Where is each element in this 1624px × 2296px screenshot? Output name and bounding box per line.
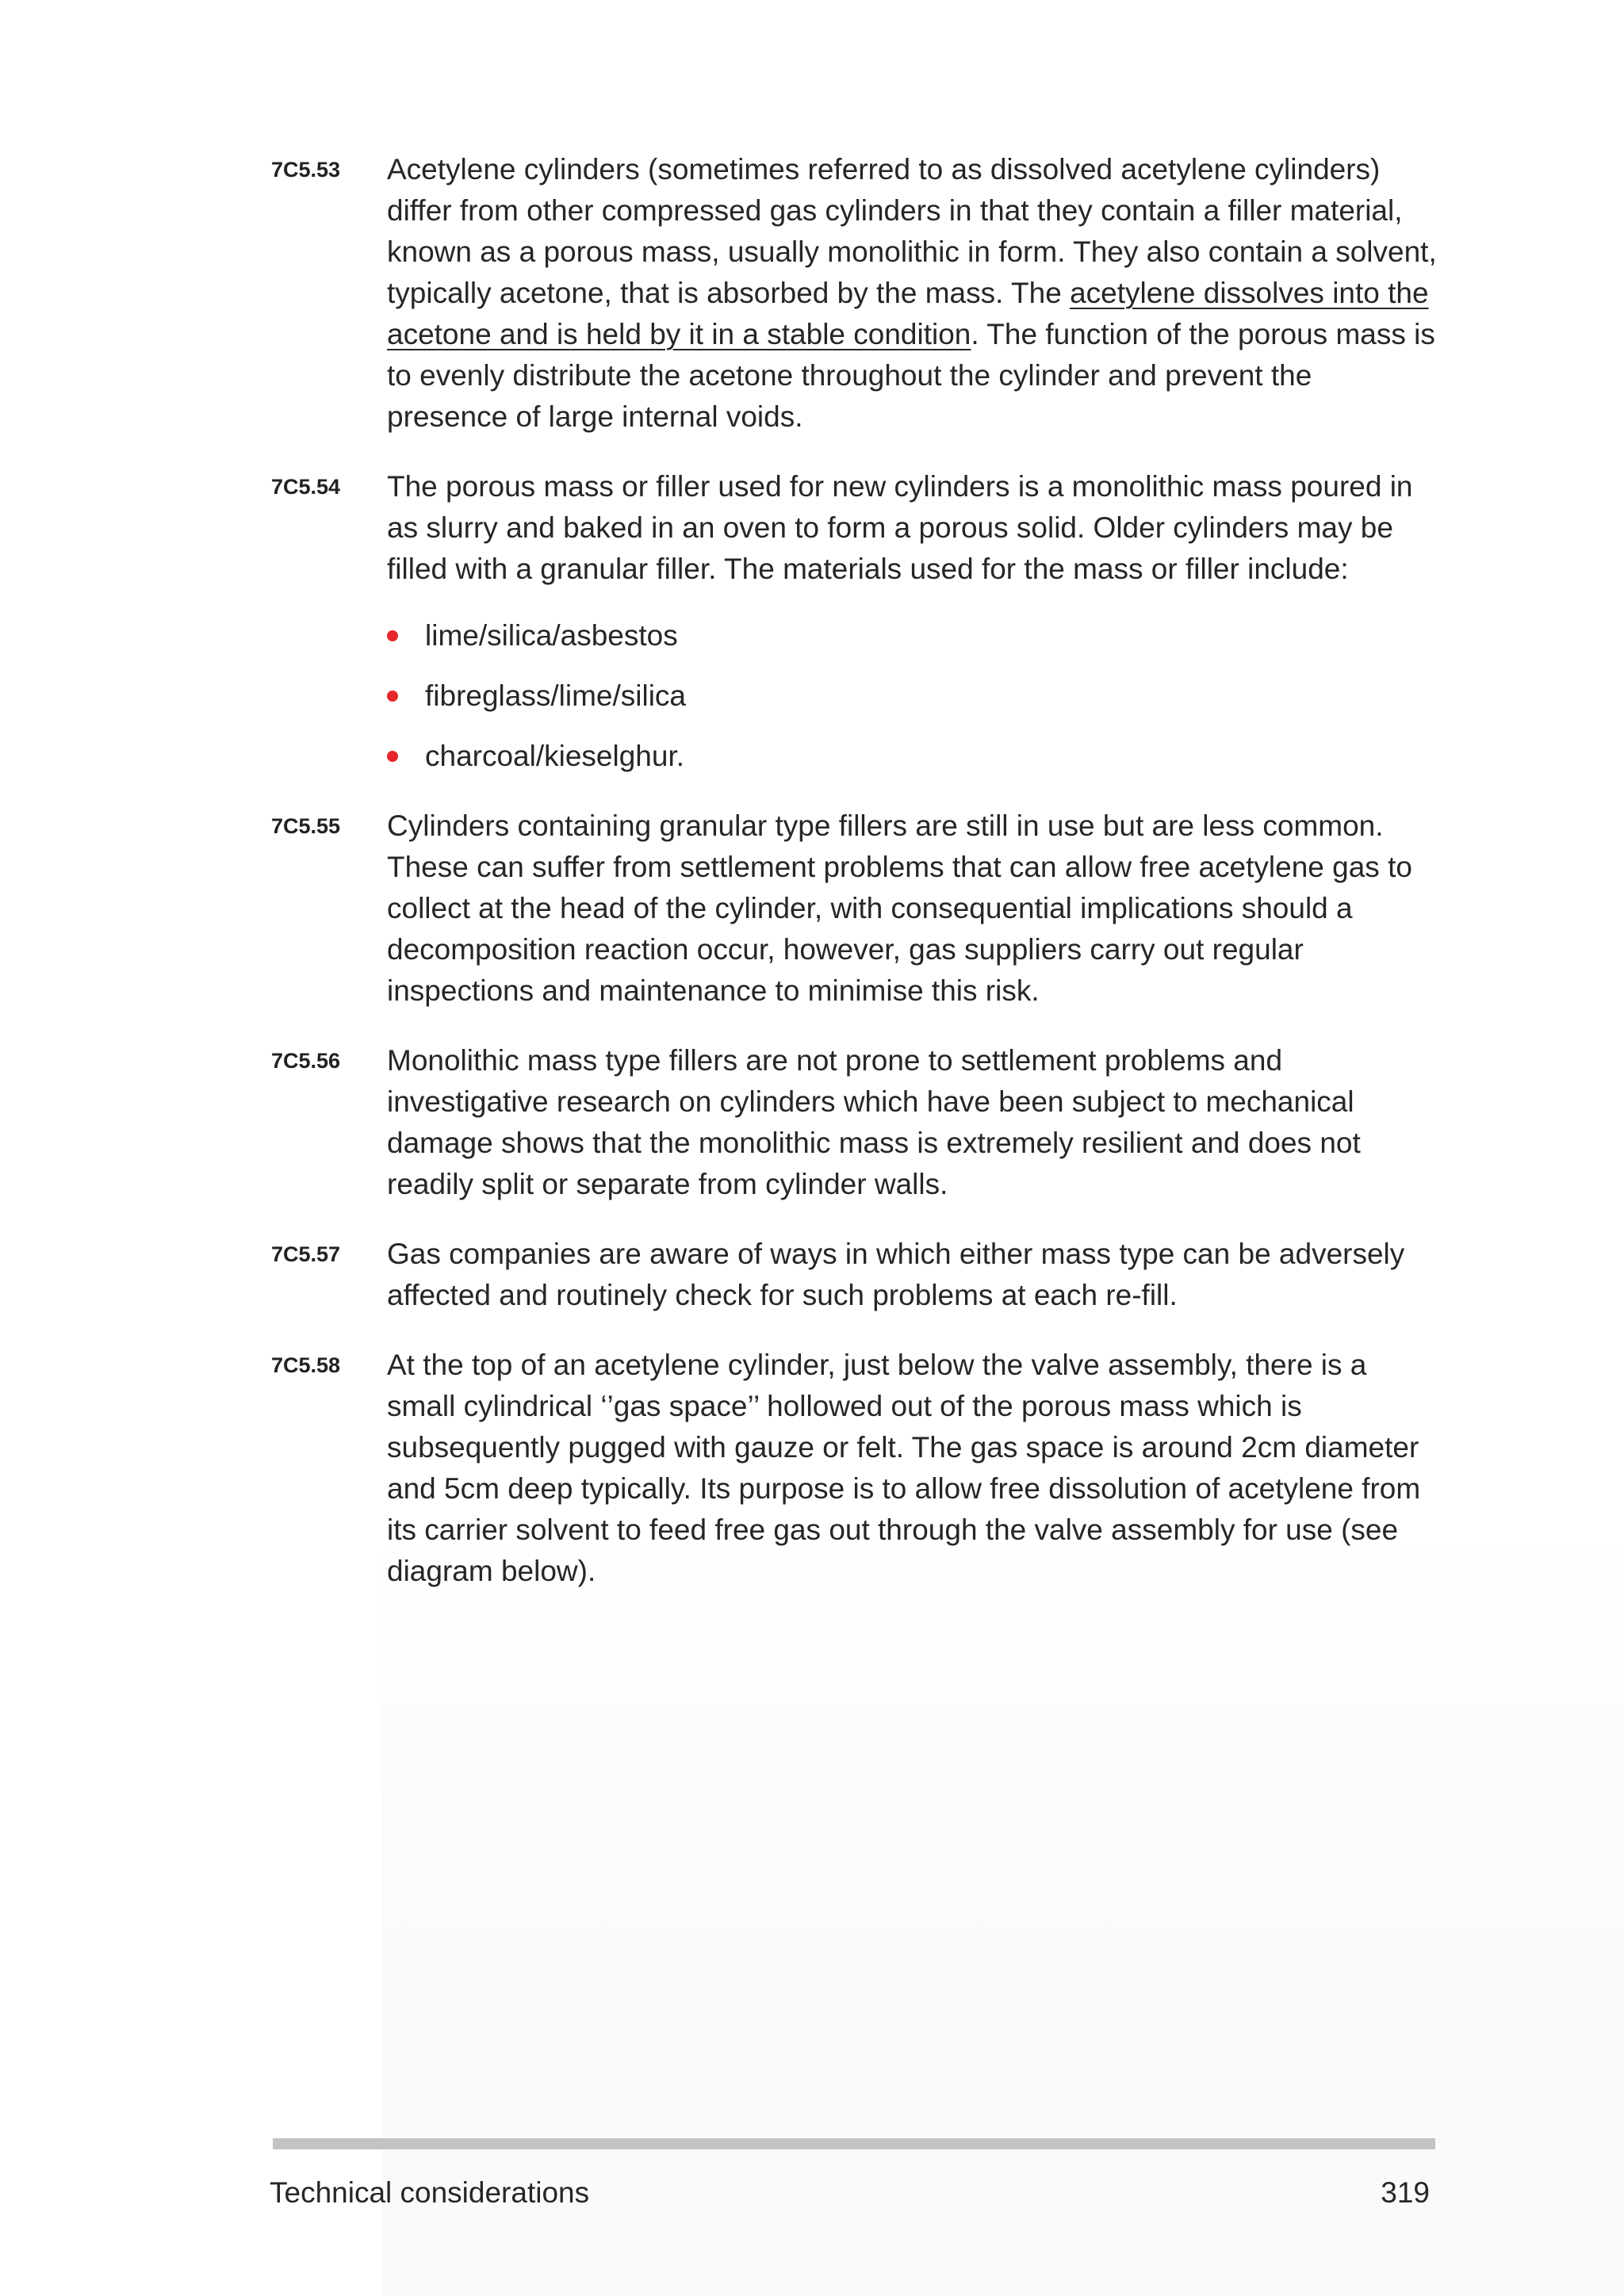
paragraph-text: At the top of an acetylene cylinder, just below the valve assembly, there is a small cylindrical ‘’gas space’’ hollowed out of the porous mass which is subsequently pugged with gauze or felt. The gas space is around 2cm diameter and 5cm deep typically. Its purpose is to allow free dissolution of acetylene from its carrier solvent to feed free gas out through the valve assembly for use (see diagram below). [387, 1349, 1421, 1587]
bullet-text: lime/silica/asbestos [425, 619, 678, 652]
paragraph-text: The porous mass or filler used for new cylinders is a monolithic mass poured in as slurry and baked in an oven to form a porous solid. Older cylinders may be filled with a granular filler. The materials used for the mass or filler include: [387, 470, 1413, 585]
materials-bullet-list [387, 615, 1437, 777]
underlined-phrase: acetylene dissolves into the acetone and is held by it in a stable condition [387, 277, 1429, 350]
paragraph-text: Cylinders containing granular type fillers are still in use but are less common. These can suffer from settlement problems that can allow free acetylene gas to collect at the head of the cylinder, with consequential implications should a decomposition reaction occur, however, gas suppliers carry out regular inspections and maintenance to minimise this risk. [387, 809, 1412, 1007]
paragraph-text: Gas companies are aware of ways in which either mass type can be adversely affected and routinely check for such problems at each re-fill. [387, 1238, 1405, 1311]
paragraph-text [387, 149, 1437, 438]
paragraph-7c5-56 [271, 1040, 1437, 1205]
document-body [271, 149, 1437, 1621]
paragraph-text: Monolithic mass type fillers are not prone to settlement problems and investigative research on cylinders which have been subject to mechanical damage shows that the monolithic mass is extremely resilient and does not readily split or separate from cylinder walls. [387, 1044, 1361, 1200]
paragraph-7c5-53 [271, 149, 1437, 438]
bullet-dot-icon [387, 630, 398, 641]
paragraph-number: 7C5.55 [271, 814, 341, 838]
paragraph-text-end: . The function of the porous mass is to evenly distribute the acetone throughout the cylinder and prevent the presence of large internal voids. [387, 318, 1435, 433]
paragraph-body [387, 1234, 1437, 1316]
paragraph-body [387, 1040, 1437, 1205]
paragraph-7c5-55 [271, 806, 1437, 1012]
paragraph-body [387, 806, 1437, 1012]
paragraph-number: 7C5.54 [271, 475, 341, 499]
page-number: 319 [1381, 2176, 1430, 2209]
paragraph-number: 7C5.58 [271, 1353, 341, 1377]
paragraph-7c5-57 [271, 1234, 1437, 1316]
bullet-item [387, 615, 1437, 656]
footer-divider [273, 2138, 1435, 2149]
paragraph-body [387, 1345, 1437, 1592]
paragraph-7c5-58 [271, 1345, 1437, 1592]
paragraph-number: 7C5.57 [271, 1242, 341, 1266]
bullet-item [387, 675, 1437, 717]
paragraph-body [387, 466, 1437, 777]
bullet-dot-icon [387, 691, 398, 702]
paragraph-body [387, 149, 1437, 438]
paragraph-number: 7C5.53 [271, 158, 341, 182]
bullet-text: fibreglass/lime/silica [425, 679, 686, 712]
paragraph-text-start: Acetylene cylinders (sometimes referred to as dissolved acetylene cylinders) differ from other compressed gas cylinders in that they contain a filler material, known as a porous mass, usually monolithic in form. They also contain a solvent, typically acetone, that is absorbed by the mass. The [387, 153, 1437, 309]
bullet-dot-icon [387, 751, 398, 762]
footer-section-title: Technical considerations [270, 2176, 590, 2209]
bullet-item [387, 736, 1437, 777]
paragraph-7c5-54 [271, 466, 1437, 777]
bullet-text: charcoal/kieselghur. [425, 740, 685, 772]
paragraph-number: 7C5.56 [271, 1049, 341, 1073]
